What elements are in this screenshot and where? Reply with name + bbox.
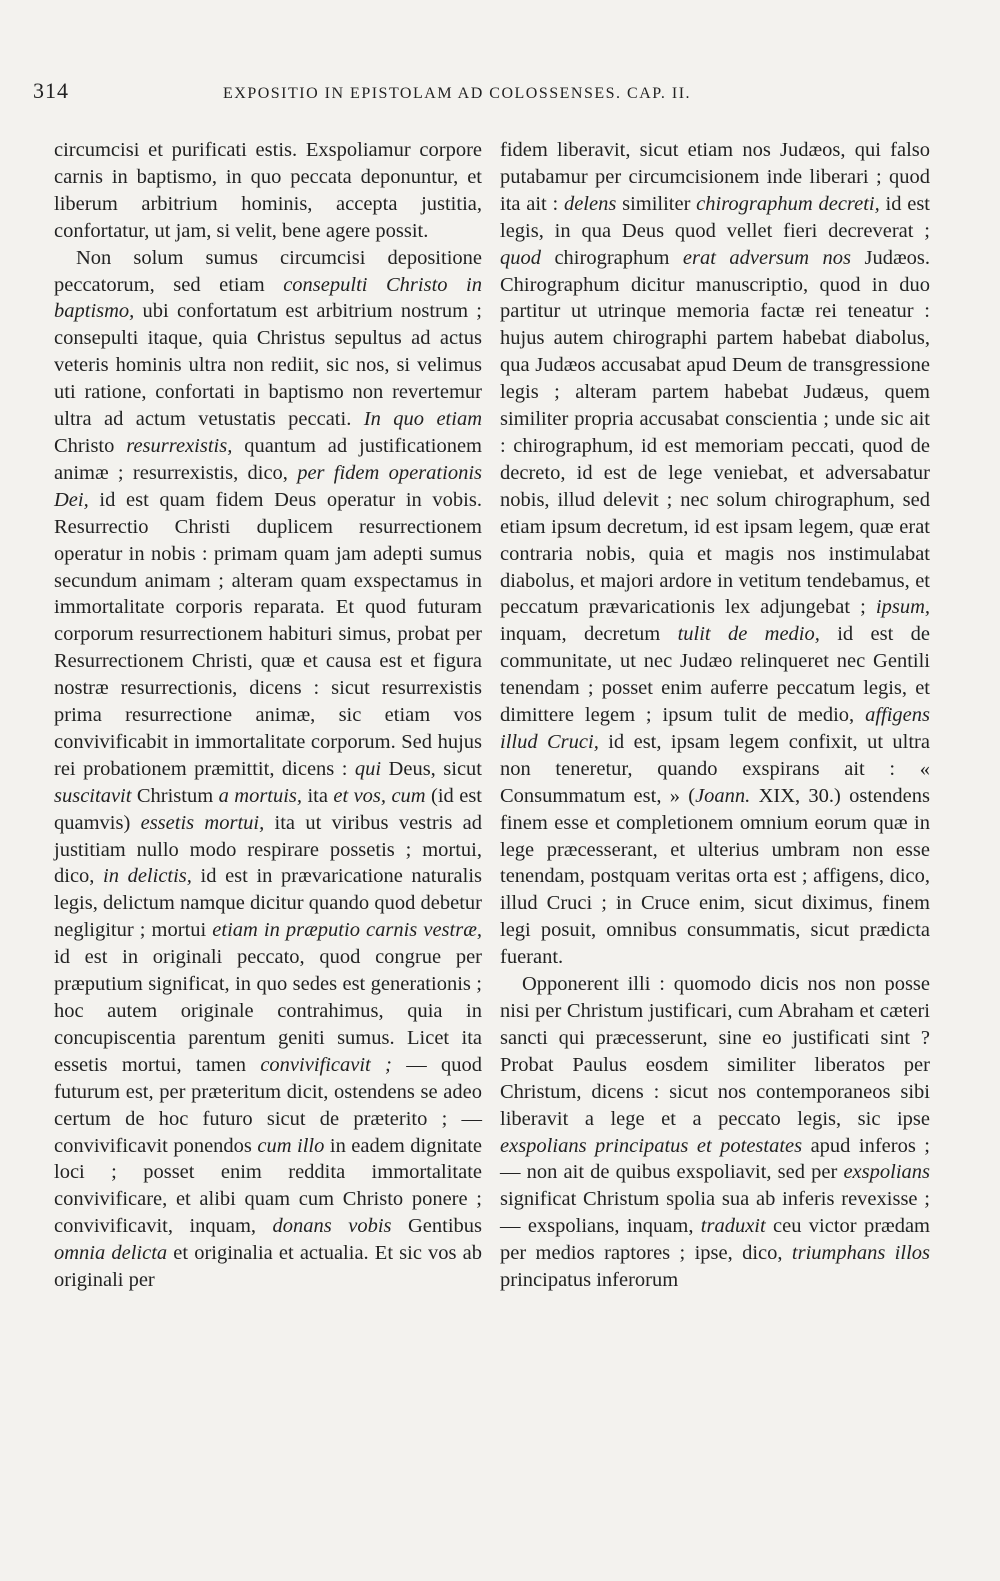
italic-text: exspolians principatus et potestates: [500, 1134, 803, 1157]
text-run: id est legis, in qua Deus quod vellet fieri decreverat ;: [500, 192, 930, 242]
text-run: quantum ad justificationem animæ ; resurrexistis, dico,: [54, 434, 482, 484]
italic-text: quod: [500, 246, 541, 269]
text-run: Judæos. Chirographum dicitur manuscriptio, quod in duo partitur ut utrinque memoria factæ rei teneatur : hujus autem chirographi partem habebat diabolus, qua Judæos accusabat apud Deum de transgressione legis ; alteram partem habebat Judæus, quem similiter propria accusabat conscientia ; unde sic ait : chirographum, id est memoriam peccati, quod de decreto, id est de lege veniebat, et adversabatur nobis, illud delevit ; nec solum chirographum, sed etiam ipsum decretum, id est ipsam legem, quæ erat contraria nobis, quia et magis nos instimulabat diabolus, et majori ardore in vetitum tendebamus, et peccatum prævaricationis lex adjungebat ;: [500, 246, 930, 619]
left-column: [54, 137, 482, 1294]
italic-text: cum illo: [257, 1134, 325, 1157]
text-run: id est in prævaricatione naturalis legis, delictum namque dicitur quando quod debetur negligitur ; mortui: [54, 865, 483, 942]
text-run: ita ut viribus vestris ad justitiam nullo modo respirare possetis ; mortui, dico,: [54, 811, 482, 888]
text-run: XIX, 30.) ostendens finem esse et completionem omnium eorum quæ in lege præcesserant, et ulterius umbram non esse tenendam, postquam veritas orta est ; affigens, dico, illud Cruci ; in Cruce enim, sicut diximus, finem legi posuit, omnibus consummatis, sicut prædicta fuerant.: [500, 784, 930, 969]
text-run: principatus inferorum: [500, 1269, 679, 1292]
italic-text: omnia delicta: [54, 1242, 168, 1265]
text-run: in eadem dignitate loci ; posset enim reddita immortalitate convivificare, et alibi quam cum Christo ponere ; convivificavit, inquam,: [54, 1134, 483, 1238]
text-run: id est, ipsam legem confixit, ut ultra non teneretur, quando exspirans ait : « Consummatum est, » (: [500, 730, 930, 807]
text-run: Christum: [131, 784, 219, 807]
italic-text: traduxit: [700, 1215, 766, 1238]
italic-text: convivificavit ;: [260, 1053, 392, 1076]
text-run: Christo: [54, 434, 127, 457]
text-run: ita: [302, 784, 334, 807]
italic-text: etiam in præputio carnis vestræ,: [212, 919, 482, 942]
text-run: Gentibus: [391, 1215, 482, 1238]
right-column: [500, 137, 930, 1294]
text-run: similiter: [616, 192, 697, 215]
text-run: id est in originali peccato, quod congrue per præputium significat, in quo sedes est generationis ; hoc autem originale contrahimus, quia in concupiscentia parentum geniti sumus. Licet ita essetis mortui, tamen: [54, 946, 482, 1076]
italic-text: suscitavit: [54, 784, 132, 807]
page-number: 314: [33, 78, 69, 103]
text-run: Deus, sicut: [381, 757, 482, 780]
text-run: apud inferos ; — non ait de quibus exspoliavit, sed per: [500, 1134, 930, 1184]
italic-text: per fidem operationis Dei,: [54, 461, 482, 511]
italic-text: delens: [563, 192, 617, 215]
text-run: ubi confortatum est arbitrium nostrum ; consepulti itaque, quia Christus sepultus ad actus veteris hominis ultra non rediit, sic nos, si velimus uti ratione, confortati in baptismo non revertemur ultra ad actum vetustatis peccati.: [54, 300, 482, 431]
text-run: id est quam fidem Deus operatur in vobis. Resurrectio Christi duplicem resurrectionem operatur in nobis : primam quam jam adepti sumus secundum animam ; alteram quam exspectamus in immortalitate corporis reparata. Et quod futuram corporum resurrectionem habituri simus, probat per Resurrectionem Christi, quæ et causa est et figura nostræ resurrectionis, dicens : sicut resurrexistis prima resurrectione animæ, sic etiam vos convivificabit in immortalitate corporum. Sed hujus rei probationem præmittit, dicens :: [54, 488, 482, 780]
italic-text: erat adversum nos: [682, 246, 852, 269]
italic-text: resurrexistis,: [126, 434, 233, 457]
italic-text: donans vobis: [272, 1215, 392, 1238]
text-run: — quod futurum est, per præteritum dicit, ostendens se adeo certum de hoc futuro sicut de præterito ; — convivificavit ponendos: [54, 1053, 483, 1157]
text-run: significat Christum spolia sua ab inferis revexisse ; — exspolians, inquam,: [500, 1188, 930, 1238]
italic-text: affigens illud Cruci,: [500, 704, 930, 753]
text-run: fidem liberavit, sicut etiam nos Judæos, qui falso putabamur per circumcisionem inde liberari ; quod ita ait :: [500, 139, 930, 215]
italic-text: et vos, cum: [333, 784, 426, 807]
running-head: EXPOSITIO IN EPISTOLAM AD COLOSSENSES. CAP. II.: [223, 85, 692, 102]
paragraph: circumcisi et purificati estis. Exspoliamur corpore carnis in baptismo, in quo peccata deponuntur, et liberum arbitrium hominis, accepta justitia, confortatur, ut jam, si velit, bene agere possit.: [54, 139, 482, 242]
paragraph: [500, 971, 930, 1294]
italic-text: chirographum decreti,: [696, 192, 880, 215]
text-run: ceu victor prædam per medios raptores ; ipse, dico,: [500, 1215, 930, 1265]
paragraph: [54, 245, 482, 1294]
text-run: et originalia et actualia. Et sic vos ab originali per: [54, 1242, 482, 1292]
text-run: Non solum sumus circumcisi depositione peccatorum, sed etiam: [54, 246, 482, 296]
text-run: chirographum: [541, 246, 683, 269]
text-run: id est de communitate, ut nec Judæo relinqueret nec Gentili tenendam ; posset enim auferre peccatum legis, et dimittere legem ; ipsum tulit de medio,: [500, 623, 930, 727]
italic-text: Joann.: [695, 784, 751, 807]
text-run: (id est quamvis): [54, 784, 482, 834]
italic-text: qui: [354, 757, 382, 780]
italic-text: consepulti Christo in baptismo,: [54, 273, 482, 323]
italic-text: In quo etiam: [363, 408, 482, 431]
text-run: Opponerent illi : quomodo dicis nos non posse nisi per Christum justificari, cum Abraham et cæteri sancti qui præcesserunt, sine eo justificati sint ? Probat Paulus eosdem similiter liberatos per Christum, dicens : sicut nos contemporaneos sibi liberavit a lege et a peccato legis, sic ipse: [500, 973, 930, 1130]
italic-text: ipsum,: [875, 596, 930, 619]
italic-text: exspolians: [843, 1161, 930, 1184]
italic-text: essetis mortui,: [140, 811, 265, 834]
paragraph: [500, 137, 930, 971]
text-run: inquam, decretum: [500, 623, 678, 646]
italic-text: tulit de medio,: [677, 623, 820, 646]
page-header: [33, 78, 773, 104]
italic-text: a mortuis,: [218, 784, 303, 807]
italic-text: in delictis,: [103, 865, 192, 888]
italic-text: triumphans illos: [791, 1242, 930, 1265]
